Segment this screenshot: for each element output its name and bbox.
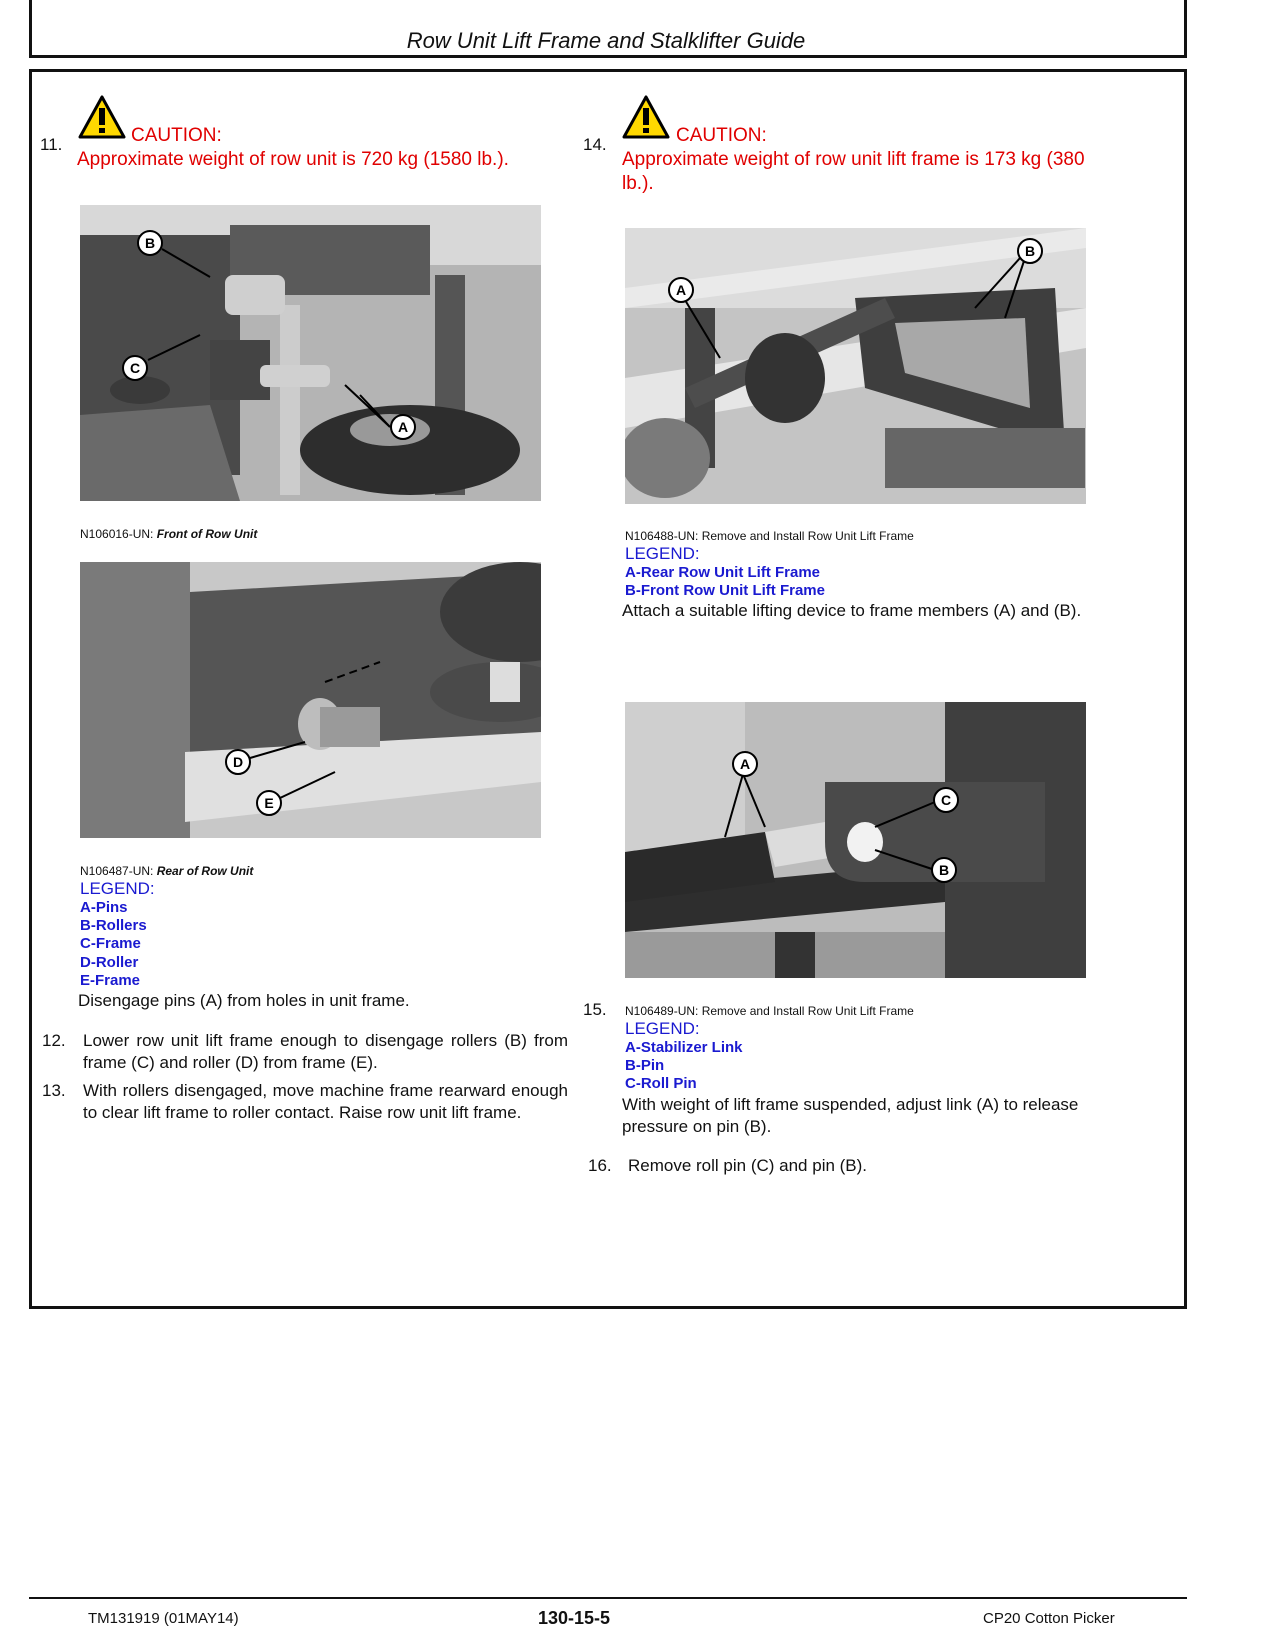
svg-text:D: D [232, 754, 244, 770]
svg-text:C: C [940, 792, 952, 808]
svg-text:E: E [264, 795, 274, 811]
warning-icon [78, 95, 126, 139]
figure-rear-of-row-unit [80, 562, 541, 838]
svg-text:A: A [739, 756, 751, 772]
legend-3-item: B-Pin [625, 1057, 665, 1074]
figure-lift-frame-overview [625, 228, 1086, 504]
legend-1-item: D-Roller [80, 954, 139, 971]
step-16-number: 16. [588, 1156, 612, 1175]
figure-front-of-row-unit [80, 205, 541, 501]
legend-3-title: LEGEND: [625, 1019, 700, 1038]
step-12-text: Lower row unit lift frame enough to disengage rollers (B) from frame (C) and roller (D) from frame (E). [83, 1031, 568, 1072]
warning-icon [622, 95, 670, 139]
legend-1-item: E-Frame [80, 972, 141, 989]
svg-text:B: B [144, 235, 156, 251]
legend-1-item: C-Frame [80, 935, 141, 952]
step-11-warning: Approximate weight of row unit is 720 kg (1580 lb.). [77, 149, 509, 170]
step-14-caution-label: CAUTION: [676, 125, 767, 146]
legend-2-item: A-Rear Row Unit Lift Frame [625, 564, 821, 581]
svg-text:C: C [129, 360, 141, 376]
legend-1-item: B-Rollers [80, 917, 147, 934]
svg-text:B: B [1024, 243, 1036, 259]
legend-2-item: B-Front Row Unit Lift Frame [625, 582, 825, 599]
svg-text:A: A [675, 282, 687, 298]
footer-product-name: CP20 Cotton Picker [983, 1610, 1115, 1627]
figure-1-caption: N106016-UN: Front of Row Unit [80, 527, 258, 541]
footer-page-number: 130-15-5 [538, 1608, 611, 1628]
step-11-caution-label: CAUTION: [131, 125, 222, 146]
legend-1-instruction: Disengage pins (A) from holes in unit frame. [78, 991, 410, 1010]
svg-text:B: B [938, 862, 950, 878]
legend-1-item: A-Pins [80, 899, 128, 916]
step-13-text: With rollers disengaged, move machine frame rearward enough to clear lift frame to roller contact. Raise row unit lift frame. [83, 1081, 568, 1122]
svg-text:A: A [397, 419, 409, 435]
step-16-text: Remove roll pin (C) and pin (B). [628, 1156, 868, 1175]
step-12-number: 12. [42, 1031, 66, 1050]
step-13-number: 13. [42, 1081, 66, 1100]
figure-4-caption: N106489-UN: Remove and Install Row Unit Lift Frame [625, 1004, 914, 1018]
figure-stabilizer-link [625, 702, 1086, 978]
legend-1-title: LEGEND: [80, 879, 155, 898]
legend-2-instruction: Attach a suitable lifting device to frame members (A) and (B). [622, 601, 1082, 620]
page-title: Row Unit Lift Frame and Stalklifter Guide [406, 28, 806, 53]
step-11-number: 11. [40, 135, 63, 154]
step-14-warning: Approximate weight of row unit lift frame is 173 kg (380 lb.). [622, 149, 1085, 194]
footer-rule [29, 1597, 1187, 1599]
legend-3-instruction: With weight of lift frame suspended, adjust link (A) to release pressure on pin (B). [622, 1095, 1079, 1136]
legend-3-item: C-Roll Pin [625, 1075, 697, 1092]
legend-3-item: A-Stabilizer Link [625, 1039, 743, 1056]
footer-document-id: TM131919 (01MAY14) [88, 1610, 239, 1627]
figure-2-caption: N106487-UN: Rear of Row Unit [80, 864, 254, 878]
step-15-number: 15. [583, 1000, 607, 1019]
figure-3-caption: N106488-UN: Remove and Install Row Unit Lift Frame [625, 529, 914, 543]
step-14-number: 14. [583, 135, 607, 154]
legend-2-title: LEGEND: [625, 544, 700, 563]
